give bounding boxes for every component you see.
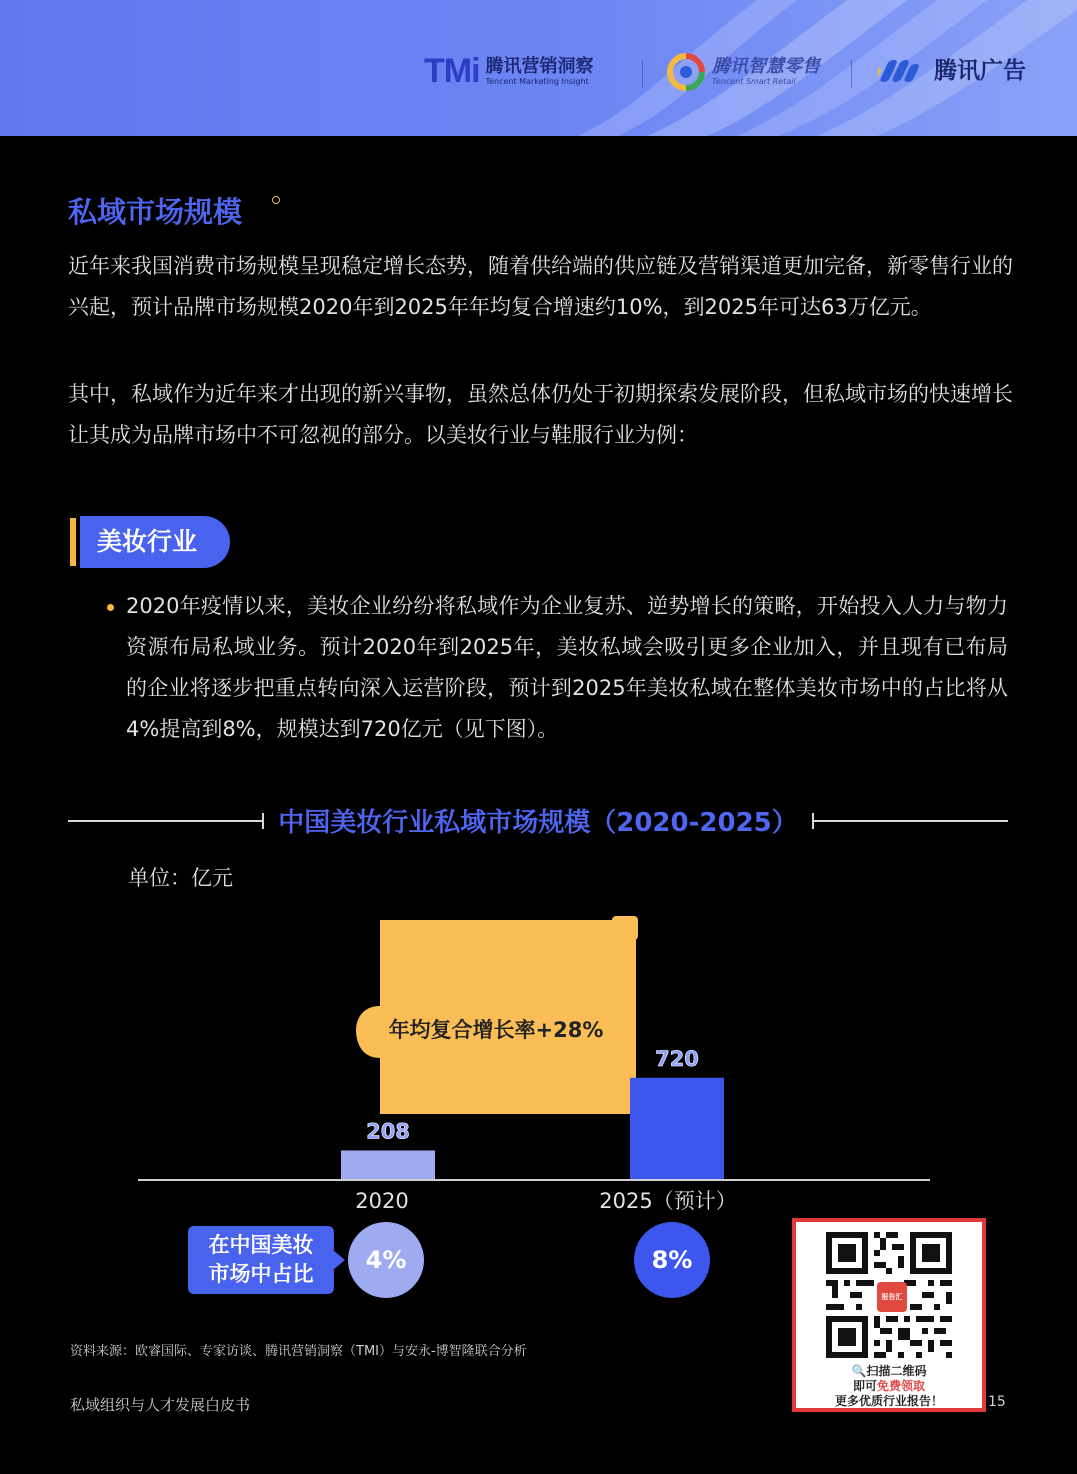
bar-value-2020: 208 xyxy=(366,1119,410,1144)
tencent-ads-logo xyxy=(878,52,1026,85)
chart-unit-label: 单位：亿元 xyxy=(128,866,233,890)
growth-arrow-shape xyxy=(356,920,636,1114)
paragraph-beauty-bullet: 2020年疫情以来，美妆企业纷纷将私域作为企业复苏、逆势增长的策略，开始投入人力与物力资源布局私域业务。预计2020年到2025年，美妆私域会吸引更多企业加入，并且现有已布局的企业将逐步把重点转向深入运营阶段，预计到2025年美妆私域在整体美妆市场中的占比将从4%提高到8%，规模达到720亿元（见下图）。 xyxy=(126,594,1008,741)
source-note: 资料来源：欧睿国际、专家访谈、腾讯营销洞察（TMI）与安永-博智隆联合分析 xyxy=(70,1344,527,1359)
bullet-dot-icon xyxy=(107,604,114,611)
share-label-text: 在中国美妆市场中占比 xyxy=(208,1233,314,1286)
subsection-tag: 美妆行业 xyxy=(80,516,230,568)
tencent-ads-icon xyxy=(878,54,928,84)
qr-caption-2a: 即可 xyxy=(852,1379,877,1393)
qr-caption-1: 🔍扫描二维码 xyxy=(851,1364,927,1378)
chart-title-rule xyxy=(68,820,262,822)
retail-en-name: Tencent Smart Retail xyxy=(712,77,796,86)
tmi-mark: TMi xyxy=(424,52,480,90)
tmi-logo xyxy=(424,52,594,91)
x-tick-2020: 2020 xyxy=(355,1189,409,1213)
qr-caption-3: 更多优质行业报告！ xyxy=(834,1394,943,1408)
share-label-pointer xyxy=(333,1250,345,1270)
bar-2020 xyxy=(341,1150,435,1180)
bar-value-2025: 720 xyxy=(655,1046,699,1071)
tmi-cn-name: 腾讯营销洞察 xyxy=(485,55,594,77)
bar-chart xyxy=(0,900,1077,1220)
smart-retail-icon xyxy=(666,52,706,92)
chart-title: 中国美妆行业私域市场规模（2020-2025） xyxy=(278,808,798,838)
paragraph-market-size: 近年来我国消费市场规模呈现稳定增长态势，随着供给端的供应链及营销渠道更加完备，新零售行业的兴起，预计品牌市场规模2020年到2025年年均复合增速约10%，到2025年可达63万亿元。 xyxy=(68,254,1013,319)
logo-separator xyxy=(642,60,643,88)
footer-document-title: 私域组织与人才发展白皮书 xyxy=(70,1396,251,1414)
share-label xyxy=(188,1226,334,1294)
logo-separator xyxy=(851,60,852,88)
tmi-en-name: Tencent Marketing Insight xyxy=(485,76,589,86)
smart-retail-logo xyxy=(666,52,820,92)
share-2025-circle: 8% xyxy=(634,1222,710,1298)
growth-arrow-tip xyxy=(612,916,638,940)
share-2020-circle: 4% xyxy=(348,1222,424,1298)
qr-caption-2b: 免费领取 xyxy=(877,1379,926,1393)
page-number: 15 xyxy=(988,1394,1006,1410)
qr-promo-box[interactable] xyxy=(792,1218,986,1412)
section-title: 私域市场规模 xyxy=(68,195,243,229)
growth-annotation: 年均复合增长率+28% xyxy=(388,1018,604,1042)
title-dot-icon xyxy=(272,196,280,204)
bar-2025 xyxy=(630,1078,724,1180)
paragraph-private-domain: 其中，私域作为近年来才出现的新兴事物，虽然总体仍处于初期探索发展阶段，但私域市场的快速增长让其成为品牌市场中不可忽视的部分。以美妆行业与鞋服行业为例： xyxy=(68,382,1013,447)
ads-cn-name: 腾讯广告 xyxy=(934,58,1026,84)
x-tick-2025: 2025（预计） xyxy=(599,1189,737,1213)
tag-accent-bar xyxy=(70,518,76,566)
qr-logo-badge: 报告汇 xyxy=(877,1282,907,1312)
header-banner xyxy=(0,0,1077,136)
retail-cn-name: 腾讯智慧零售 xyxy=(712,56,820,77)
chart-title-rule xyxy=(812,820,1008,822)
